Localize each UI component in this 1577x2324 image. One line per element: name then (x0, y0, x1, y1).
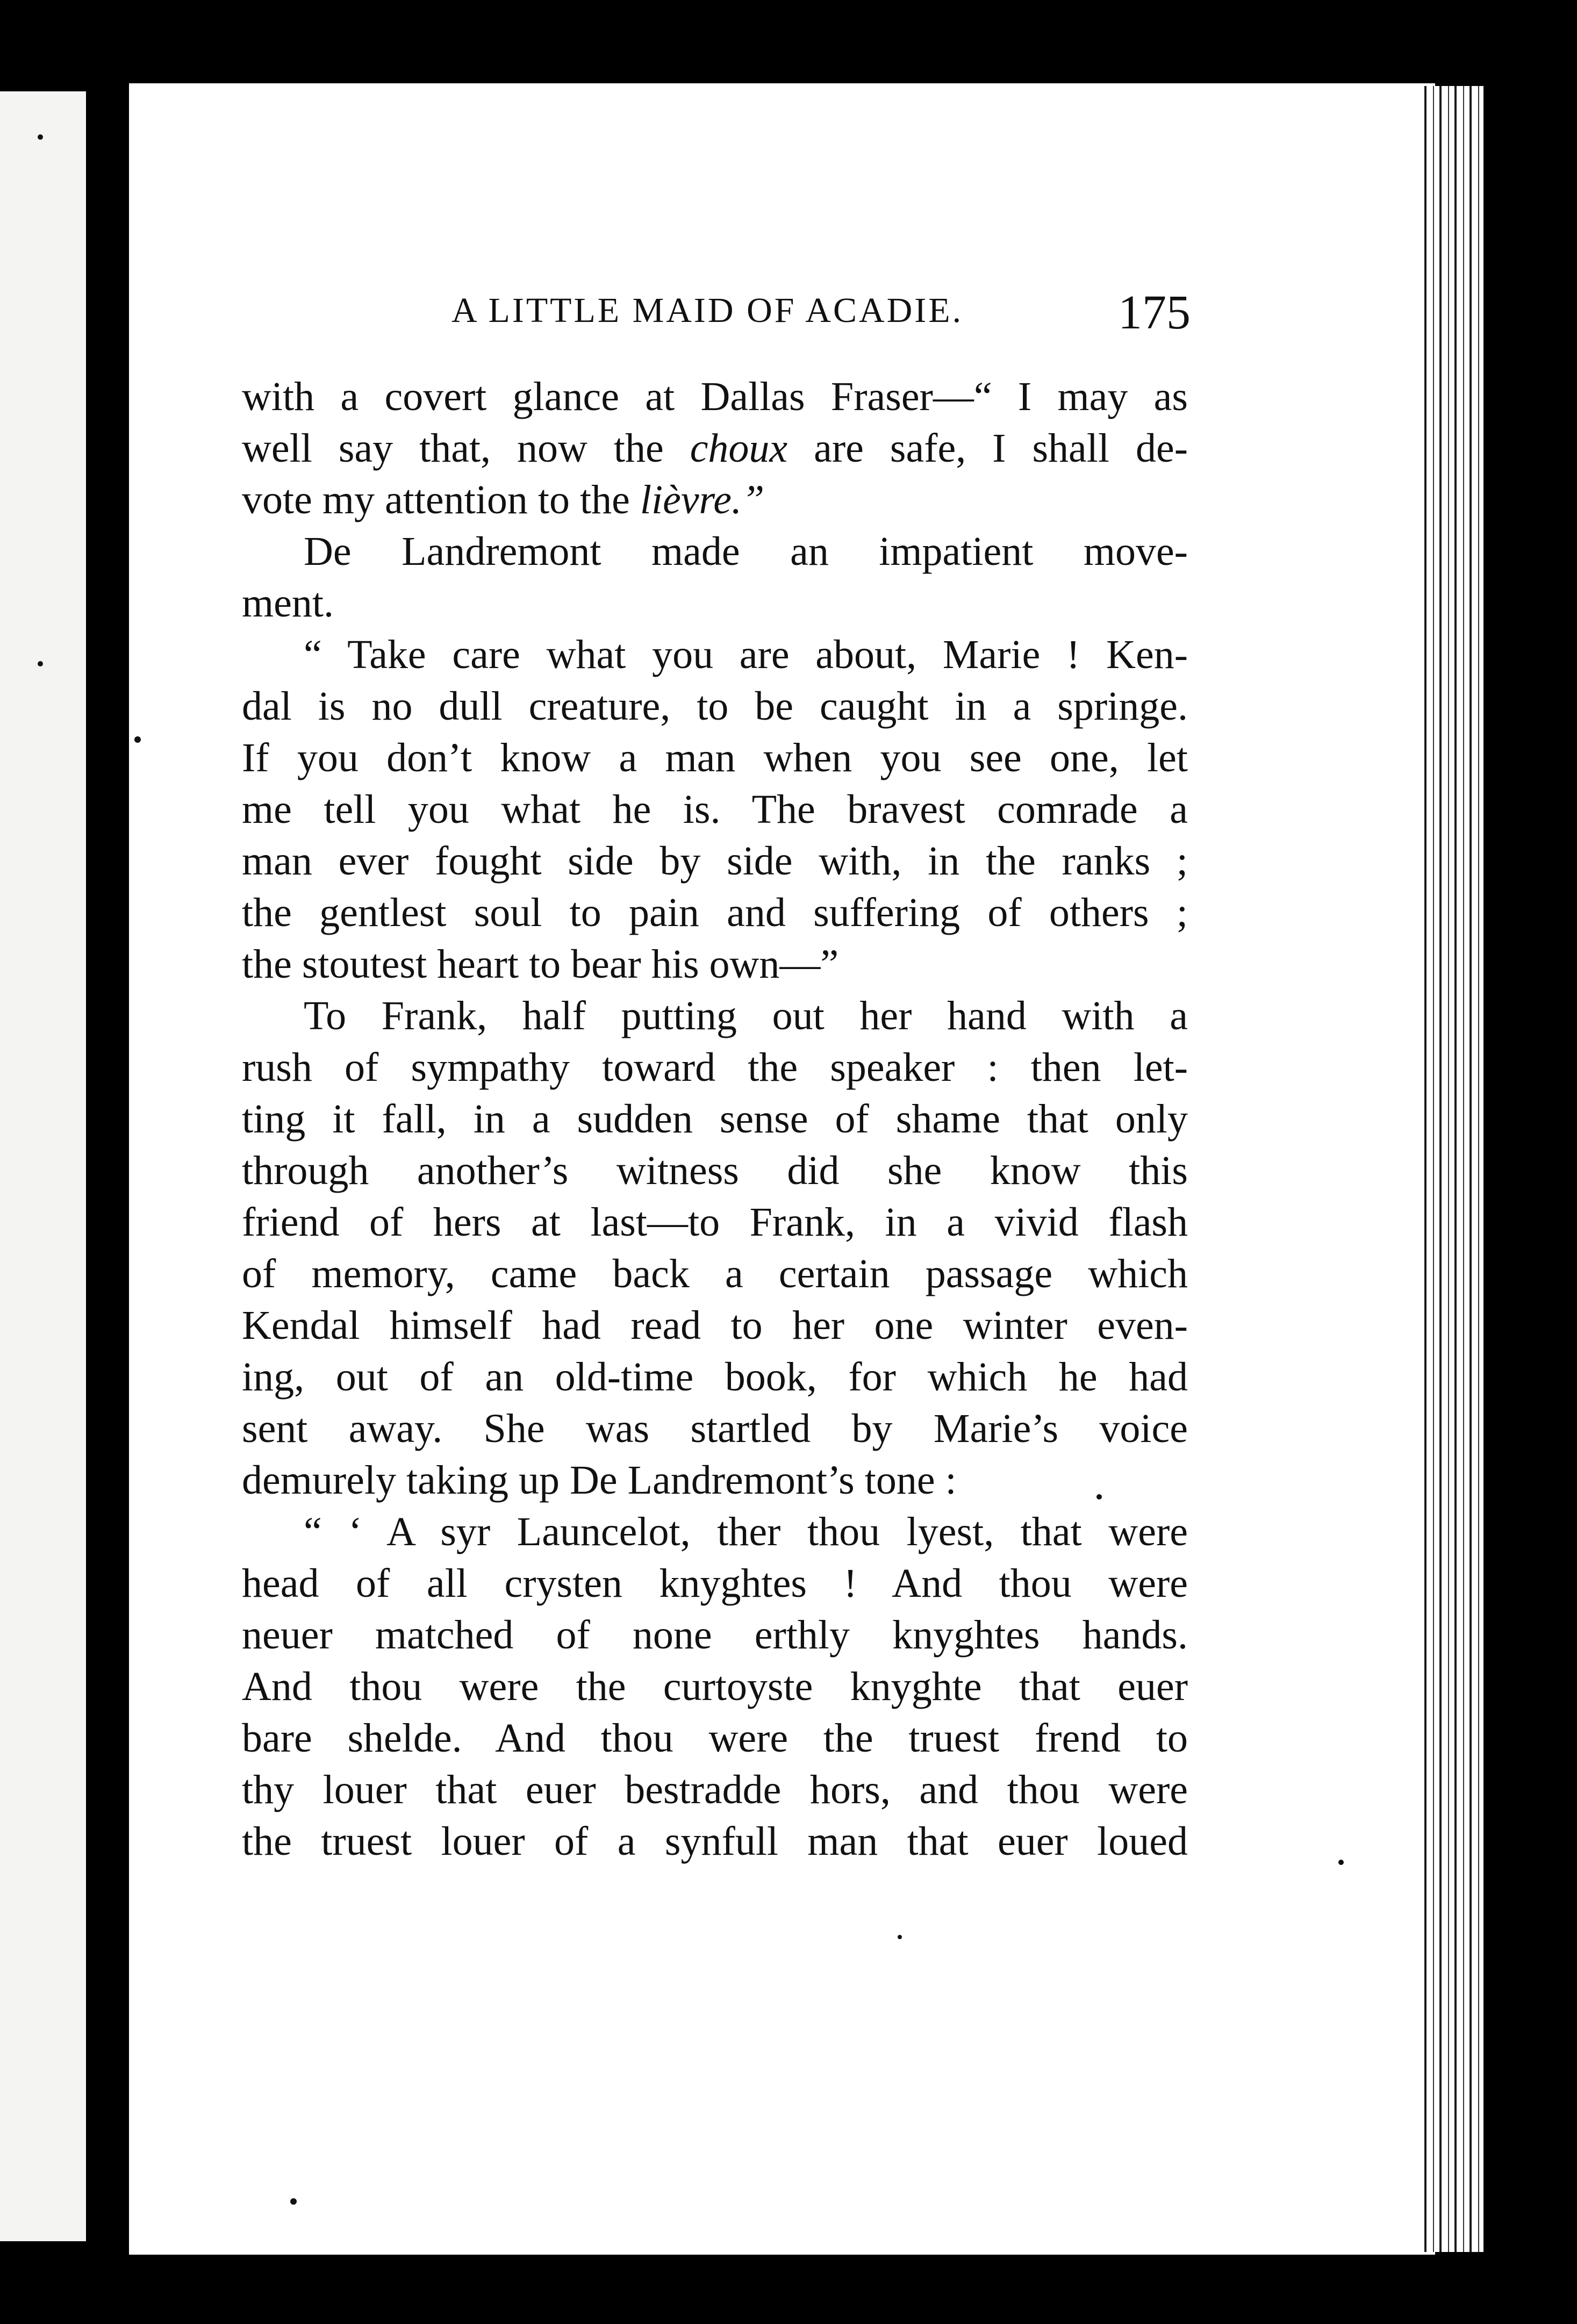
text-line: head of all crysten knyghtes ! And thou were (242, 1561, 1188, 1606)
page-header (0, 285, 1577, 344)
text-line: sent away. She was startled by Marie’s voice (242, 1406, 1188, 1451)
text-line: with a covert glance at Dallas Fraser—“ I may as (242, 374, 1188, 419)
text-line: vote my attention to the lièvre.” (242, 477, 765, 522)
text-line: De Landremont made an impatient move- (304, 529, 1188, 574)
text-line: me tell you what he is. The bravest comrade a (242, 787, 1188, 832)
page-edge-stack (1419, 86, 1483, 2252)
text-line: To Frank, half putting out her hand with a (304, 993, 1188, 1038)
text-line: dal is no dull creature, to be caught in a springe. (242, 684, 1188, 729)
scan-speck (38, 661, 43, 666)
text-line: friend of hers at last—to Frank, in a vivid flash (242, 1200, 1188, 1245)
text-line: And thou were the curtoyste knyghte that euer (242, 1664, 1188, 1709)
running-title: A LITTLE MAID OF ACADIE. (451, 291, 964, 330)
text-line: ting it fall, in a sudden sense of shame that only (242, 1096, 1188, 1142)
text-line: the truest louer of a synfull man that euer loued (242, 1819, 1188, 1864)
text-line: the gentlest soul to pain and suffering of others ; (242, 890, 1188, 935)
text-line: “ ‘ A syr Launcelot, ther thou lyest, that were (304, 1509, 1188, 1554)
scan-speck (1338, 1860, 1344, 1865)
text-line: demurely taking up De Landremont’s tone : (242, 1458, 957, 1503)
text-line: thy louer that euer bestradde hors, and thou were (242, 1767, 1188, 1812)
text-line: ing, out of an old-time book, for which he had (242, 1354, 1188, 1400)
text-line: Kendal himself had read to her one winter even- (242, 1303, 1188, 1348)
text-line: of memory, came back a certain passage which (242, 1251, 1188, 1296)
scan-left-margin (0, 91, 86, 2241)
page-number: 175 (1118, 286, 1191, 339)
body-text (242, 371, 1188, 1867)
scan-speck (898, 1935, 902, 1939)
text-line: If you don’t know a man when you see one, let (242, 735, 1188, 780)
text-line: rush of sympathy toward the speaker : then let- (242, 1045, 1188, 1090)
text-line: ment. (242, 580, 334, 626)
text-line: “ Take care what you are about, Marie ! Ken- (304, 632, 1188, 677)
scan-speck (38, 134, 43, 140)
italic-word: choux (690, 426, 788, 471)
italic-word: lièvre.” (640, 477, 765, 522)
text-line: the stoutest heart to bear his own—” (242, 942, 839, 987)
text-line: man ever fought side by side with, in the ranks ; (242, 838, 1188, 884)
text-line: well say that, now the choux are safe, I shall de- (242, 426, 1188, 471)
text-line: neuer matched of none erthly knyghtes hands. (242, 1612, 1188, 1658)
scan-speck (134, 736, 141, 743)
scan-speck (290, 2198, 297, 2205)
text-line: through another’s witness did she know this (242, 1148, 1188, 1193)
text-line: bare shelde. And thou were the truest frend to (242, 1716, 1188, 1761)
